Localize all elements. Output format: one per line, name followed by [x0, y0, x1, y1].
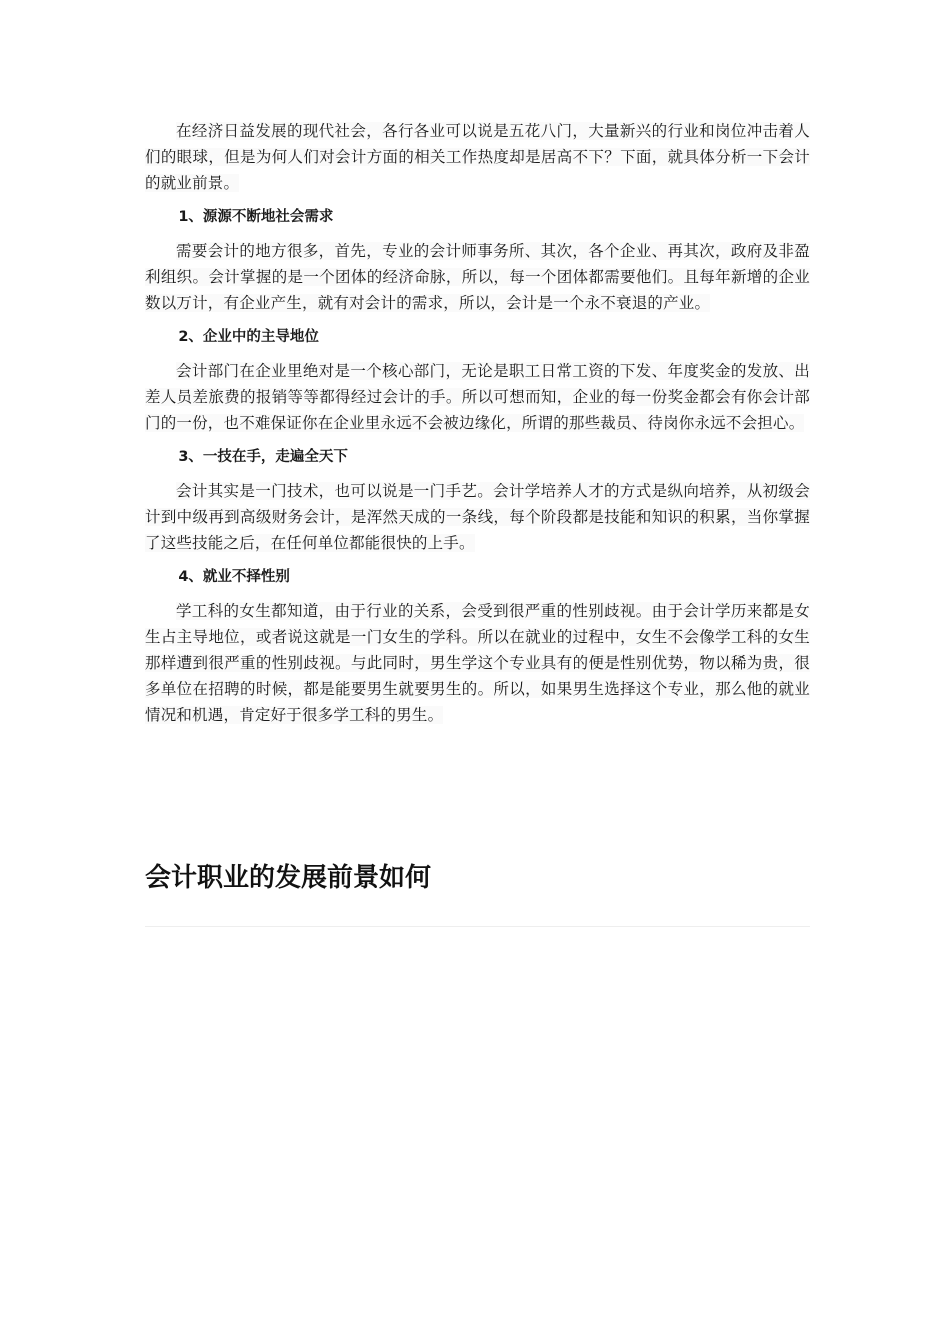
intro-text: 在经济日益发展的现代社会，各行各业可以说是五花八门，大量新兴的行业和岗位冲击着人们的眼球，但是为何人们对会计方面的相关工作热度却是居高不下？下面，就具体分析一下会计的就业前景。 [145, 122, 810, 192]
section-paragraph-2 [145, 358, 810, 436]
section-heading-4: 4、就业不择性别 [178, 569, 290, 585]
section-text-3: 会计其实是一门技术，也可以说是一门手艺。会计学培养人才的方式是纵向培养，从初级会计到中级再到高级财务会计，是浑然天成的一条线，每个阶段都是技能和知识的积累，当你掌握了这些技能之后，在任何单位都能很快的上手。 [145, 482, 810, 552]
next-article-title: 会计职业的发展前景如何 [145, 863, 432, 893]
section-paragraph-3 [145, 478, 810, 556]
title-divider [145, 926, 810, 927]
section-heading-2: 2、企业中的主导地位 [178, 329, 319, 345]
section-text-2: 会计部门在企业里绝对是一个核心部门，无论是职工日常工资的下发、年度奖金的发放、出差人员差旅费的报销等等都得经过会计的手。所以可想而知，企业的每一份奖金都会有你会计部门的一份，也不难保证你在企业里永远不会被边缘化，所谓的那些裁员、待岗你永远不会担心。 [145, 362, 810, 432]
article-body [145, 118, 810, 728]
section-text-1: 需要会计的地方很多，首先，专业的会计师事务所、其次，各个企业、再其次，政府及非盈利组织。会计掌握的是一个团体的经济命脉，所以，每一个团体都需要他们。且每年新增的企业数以万计，有企业产生，就有对会计的需求，所以，会计是一个永不衰退的产业。 [145, 242, 810, 312]
section-text-4: 学工科的女生都知道，由于行业的关系，会受到很严重的性别歧视。由于会计学历来都是女生占主导地位，或者说这就是一门女生的学科。所以在就业的过程中，女生不会像学工科的女生那样遭到很严重的性别歧视。与此同时，男生学这个专业具有的便是性别优势，物以稀为贵，很多单位在招聘的时候，都是能要男生就要男生的。所以，如果男生选择这个专业，那么他的就业情况和机遇，肯定好于很多学工科的男生。 [145, 602, 810, 724]
section-heading-3: 3、一技在手，走遍全天下 [178, 449, 348, 465]
section-heading-1: 1、源源不断地社会需求 [178, 209, 334, 225]
section-paragraph-4 [145, 598, 810, 728]
intro-paragraph [145, 118, 810, 196]
section-paragraph-1 [145, 238, 810, 316]
